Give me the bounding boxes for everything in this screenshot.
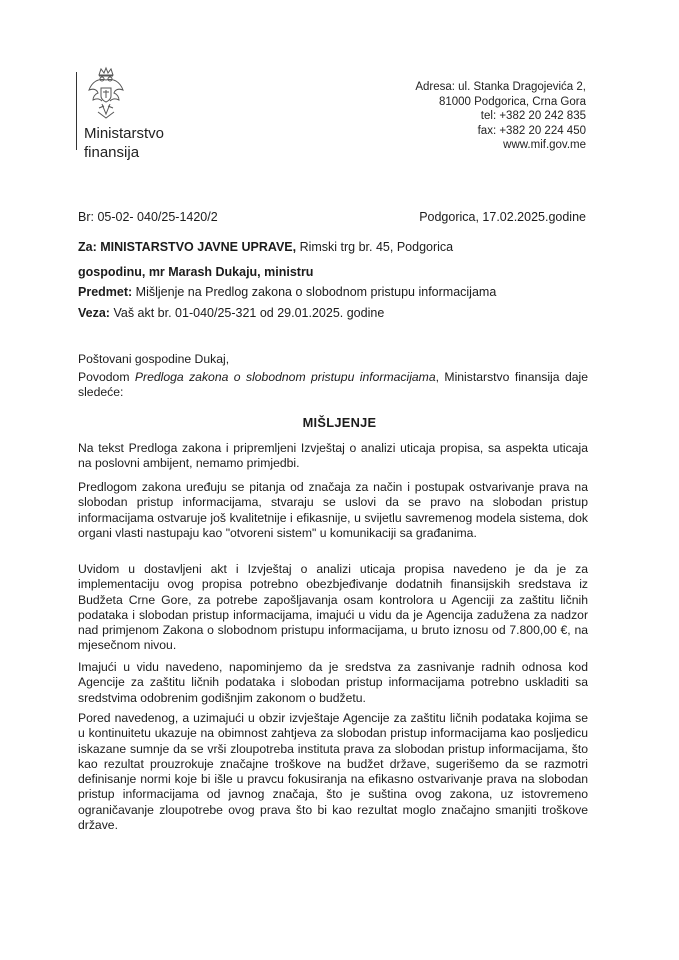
paragraph-2: Predlogom zakona uređuju se pitanja od značaja za način i postupak ostvarivanje prava na slobodan pristup informacijama, stvaraju se uslovi da se pravo na slobodan pristup informacijama ostvaruje još kvalitetnije i efikasnije, u svijetlu savremenog modela sistema, dok organi vlasti nastupaju kao "otvoreni sistem" u komunikaciji sa građanima. (78, 480, 588, 540)
header-divider (76, 72, 77, 150)
reference-link-line (78, 306, 598, 321)
paragraph-1: Na tekst Predloga zakona i pripremljeni Izvještaj o analizi uticaja propisa, sa aspekta uticaja na poslovni ambijent, nemamo primjedbi. (78, 441, 588, 471)
ministry-name-line1: Ministarstvo (84, 125, 165, 142)
section-title: MIŠLJENJE (302, 415, 377, 430)
document-date: Podgorica, 17.02.2025.godine (419, 210, 586, 224)
address-line: 81000 Podgorica, Crna Gora (438, 95, 586, 108)
ministry-name (84, 124, 164, 162)
website-line: www.mif.gov.me (503, 139, 586, 152)
intro-paragraph (78, 370, 588, 401)
reference-link-label: Veza: (78, 306, 110, 320)
reference-number: Br: 05-02- 040/25-1420/2 (78, 210, 218, 224)
recipient-name: MINISTARSTVO JAVNE UPRAVE, (100, 240, 297, 254)
recipient-label: Za: (78, 240, 97, 254)
fax-line: fax: +382 20 224 450 (477, 124, 586, 137)
recipient-address: Rimski trg br. 45, Podgorica (299, 240, 454, 254)
subject-text: Mišljenje na Predlog zakona o slobodnom pristupu informacijama (135, 285, 497, 299)
paragraph-3: Uvidom u dostavljeni akt i Izvještaj o analizi uticaja propisa navedeno je da je za implementaciju ovog propisa potrebno obezbjeđivanje dodatnih finansijskih sredstava iz Budžeta Crne Gore, za potrebe zapošljavanja osam kontrolora u Agenciji za zaštitu ličnih podataka i slobodan pristup informacijama, imajući u vidu da je Agencija zadužena za nadzor nad primjenom Zakona o slobodnom pristupu informacijama, u bruto iznosu od 7.800,00 €, na mjesečnom nivou. (78, 562, 588, 653)
addressee-line: gospodinu, mr Marash Dukaju, ministru (78, 265, 314, 279)
address-block (415, 80, 586, 153)
subject-line (78, 285, 598, 300)
paragraph-5: Pored navedenog, a uzimajući u obzir izvještaje Agencije za zaštitu ličnih podataka kojima se u kontinuitetu ukazuje na obimnost zahtjeva za slobodan pristup informacijama kao posljedicu iskazane sumnje da se vrši zloupotreba instituta prava za slobodan pristup informacijama, što kao rezultat prouzrokuje značajne troškove na budžet države, sugerišemo da se razmotri definisanje normi koje bi išle u pravcu fokusiranja na efikasno ostvarivanje prava na slobodan pristup informacijama od javnog značaja, što je suština ovog zakona, uz istovremeno ograničavanje zloupotrebe ovog prava što bi kao rezultat moglo značajno smanjiti troškove države. (78, 711, 588, 833)
recipient-line (78, 240, 598, 255)
ministry-name-line2: finansija (84, 144, 140, 161)
intro-italic: Predloga zakona o slobodnom pristupu informacijama (134, 370, 436, 384)
subject-label: Predmet: (78, 285, 133, 299)
salutation: Poštovani gospodine Dukaj, (78, 352, 230, 366)
paragraph-4: Imajući u vidu navedeno, napominjemo da je sredstva za zasnivanje radnih odnosa kod Agencije za zaštitu ličnih podataka i slobodan pristup informacijama potrebno uskladiti sa sredstvima odobrenim godišnjim zakonom o budžetu. (78, 660, 588, 705)
address-line: Adresa: ul. Stanka Dragojevića 2, (415, 81, 586, 93)
phone-line: tel: +382 20 242 835 (480, 110, 586, 123)
intro-after: , Ministarstvo finansija daje sledeće: (78, 370, 588, 400)
intro-before: Povodom (78, 370, 130, 384)
reference-link-text: Vaš akt br. 01-040/25-321 od 29.01.2025. godine (113, 306, 385, 320)
coat-of-arms-icon (86, 66, 126, 122)
